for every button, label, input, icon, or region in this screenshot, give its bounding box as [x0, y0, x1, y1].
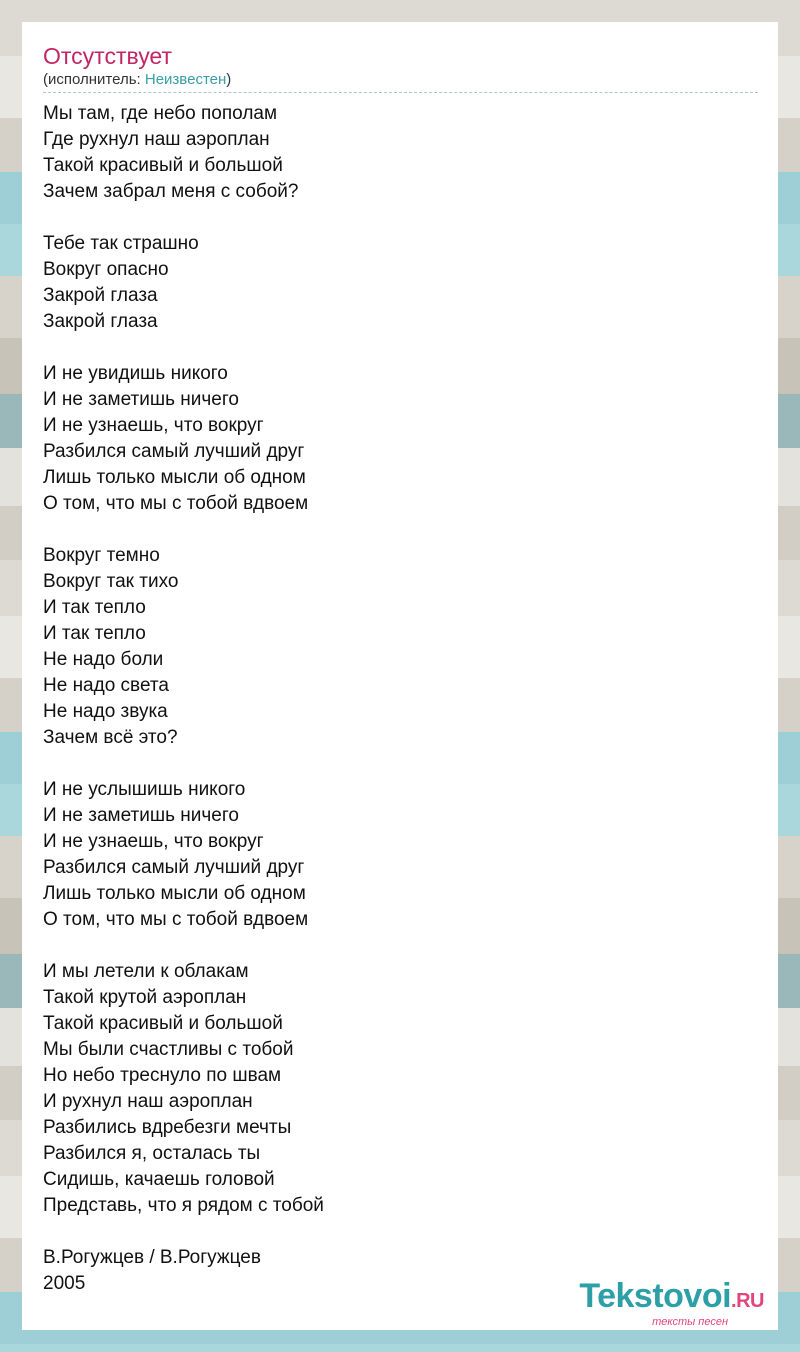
lyrics-line: Не надо боли [43, 649, 164, 670]
artist-suffix: ) [226, 71, 232, 88]
lyrics-line: Такой красивый и большой [43, 155, 283, 176]
lyrics-line: Лишь только мысли об одном [43, 467, 306, 488]
lyrics-line: Где рухнул наш аэроплан [43, 129, 270, 150]
lyrics-stanza [43, 543, 758, 751]
lyrics-line: И не заметишь ничего [43, 805, 239, 826]
lyrics-line: Разбился самый лучший друг [43, 441, 305, 462]
lyrics-line: Вокруг опасно [43, 259, 169, 280]
lyrics-line: И не услышишь никого [43, 779, 246, 800]
lyrics-line: Разбились вдребезги мечты [43, 1117, 292, 1138]
lyrics-stanza [43, 361, 758, 517]
logo-main-text: Tekstovoi [579, 1277, 732, 1315]
lyrics-line: И не узнаешь, что вокруг [43, 831, 264, 852]
lyrics-line: Лишь только мысли об одном [43, 883, 306, 904]
lyrics-line: О том, что мы с тобой вдвоем [43, 493, 309, 514]
lyrics-line: И не заметишь ничего [43, 389, 239, 410]
lyrics-stanza [43, 959, 758, 1219]
lyrics-line: И так тепло [43, 597, 146, 618]
lyrics-line: Мы там, где небо пополам [43, 103, 278, 124]
logo-ru-text: .RU [731, 1290, 764, 1312]
lyrics-line: Разбился я, осталась ты [43, 1143, 261, 1164]
lyrics-line: Зачем всё это? [43, 727, 178, 748]
lyrics-line: Зачем забрал меня с собой? [43, 181, 299, 202]
lyrics-line: Не надо света [43, 675, 169, 696]
lyrics-line: Сидишь, качаешь головой [43, 1169, 275, 1190]
artist-link[interactable]: Неизвестен [144, 71, 227, 88]
lyrics-line: И не узнаешь, что вокруг [43, 415, 264, 436]
lyrics-line: Но небо треснуло по швам [43, 1065, 282, 1086]
lyrics-stanza [43, 777, 758, 933]
lyrics-stanza [43, 231, 758, 335]
lyrics-line: Вокруг так тихо [43, 571, 179, 592]
lyrics-line: О том, что мы с тобой вдвоем [43, 909, 309, 930]
lyrics-line: И рухнул наш аэроплан [43, 1091, 253, 1112]
lyrics-stanza [43, 101, 758, 205]
lyrics-line: Разбился самый лучший друг [43, 857, 305, 878]
lyrics-line: И так тепло [43, 623, 146, 644]
lyrics-line: Закрой глаза [43, 285, 158, 306]
artist-row [43, 70, 758, 93]
lyrics-body [43, 101, 758, 1219]
song-title: Отсутствует [43, 43, 172, 69]
logo-tagline: тексты песен [652, 1316, 728, 1328]
lyrics-line: Вокруг темно [43, 545, 160, 566]
lyrics-line: Не надо звука [43, 701, 168, 722]
lyrics-line: Мы были счастливы с тобой [43, 1039, 294, 1060]
lyrics-card [22, 22, 778, 1330]
lyrics-line: Такой крутой аэроплан [43, 987, 247, 1008]
credits-year: 2005 [43, 1273, 86, 1294]
lyrics-line: И мы летели к облакам [43, 961, 249, 982]
lyrics-line: Представь, что я рядом с тобой [43, 1195, 324, 1216]
logo-wordmark [579, 1279, 764, 1318]
lyrics-line: Закрой глаза [43, 311, 158, 332]
artist-prefix: (исполнитель: [43, 71, 145, 88]
lyrics-line: И не увидишь никого [43, 363, 228, 384]
credits-authors: В.Рогужцев / В.Рогужцев [43, 1247, 261, 1268]
lyrics-line: Тебе так страшно [43, 233, 199, 254]
lyrics-line: Такой красивый и большой [43, 1013, 283, 1034]
site-logo[interactable] [579, 1279, 764, 1328]
